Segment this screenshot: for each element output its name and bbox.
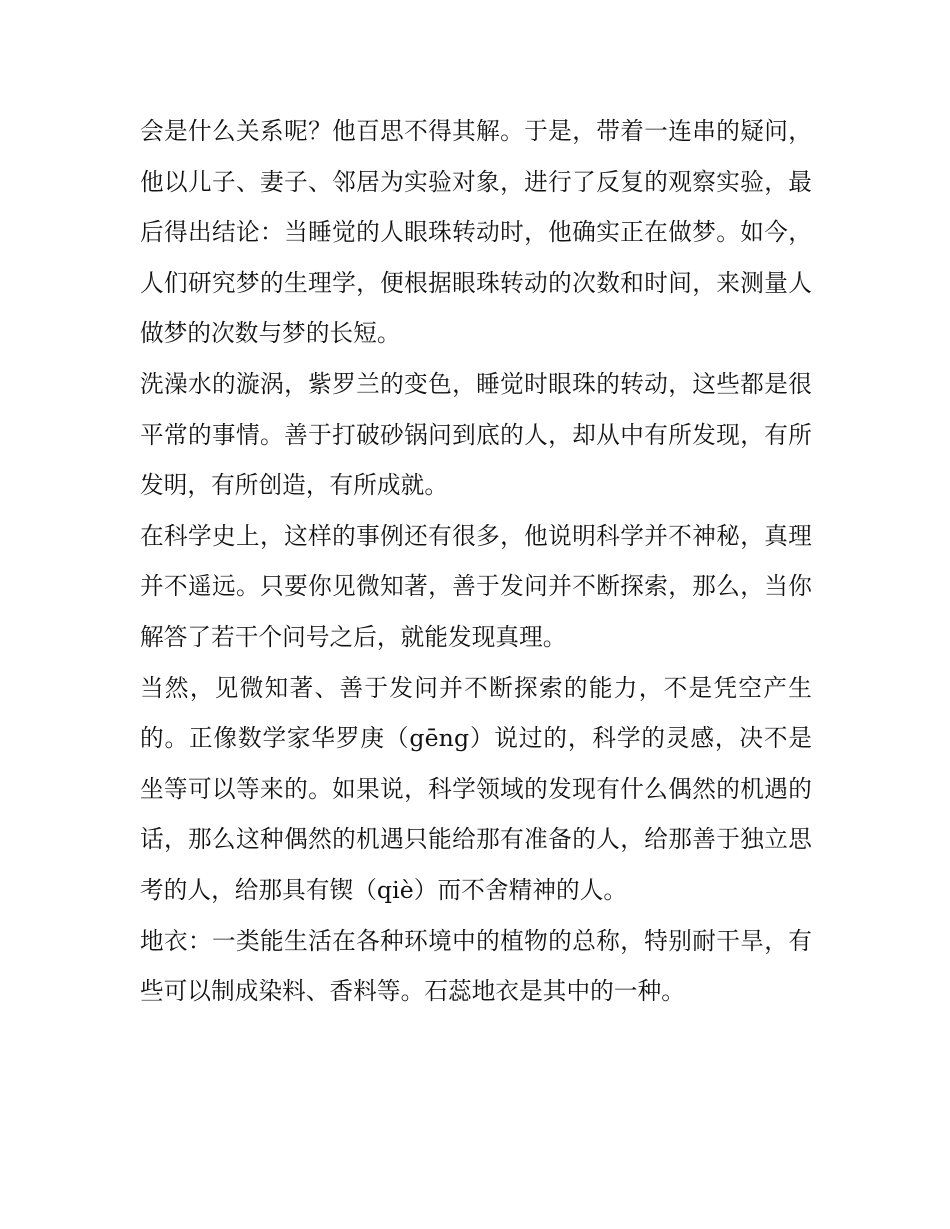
paragraph-everyday-discoveries: 洗澡水的漩涡，紫罗兰的变色，睡觉时眼珠的转动，这些都是很平常的事情。善于打破砂锅问到底的人，却从中有所发现，有所发明，有所创造，有所成就。 bbox=[140, 369, 812, 500]
paragraph-lichen-note: 地衣：一类能生活在各种环境中的植物的总称，特别耐干旱，有些可以制成染料、香料等。石蕊地衣是其中的一种。 bbox=[140, 926, 812, 1006]
document-body bbox=[140, 106, 812, 1017]
paragraph-science-history: 在科学史上，这样的事例还有很多，他说明科学并不神秘，真理并不遥远。只要你见微知著，善于发问并不断探索，那么，当你解答了若干个问号之后，就能发现真理。 bbox=[140, 521, 812, 651]
paragraph-prepared-mind: 当然，见微知著、善于发问并不断探索的能力，不是凭空产生的。正像数学家华罗庚（gēng）说过的，科学的灵感，决不是坐等可以等来的。如果说，科学领域的发现有什么偶然的机遇的话，那么这种偶然的机遇只能给那有准备的人，给那善于独立思考的人，给那具有锲（qiè）而不舍精神的人。 bbox=[140, 673, 812, 904]
paragraph-dream-experiment: 会是什么关系呢？他百思不得其解。于是，带着一连串的疑问，他以儿子、妻子、邻居为实验对象，进行了反复的观察实验，最后得出结论：当睡觉的人眼珠转动时，他确实正在做梦。如今，人们研究梦的生理学，便根据眼珠转动的次数和时间，来测量人做梦的次数与梦的长短。 bbox=[140, 117, 812, 348]
